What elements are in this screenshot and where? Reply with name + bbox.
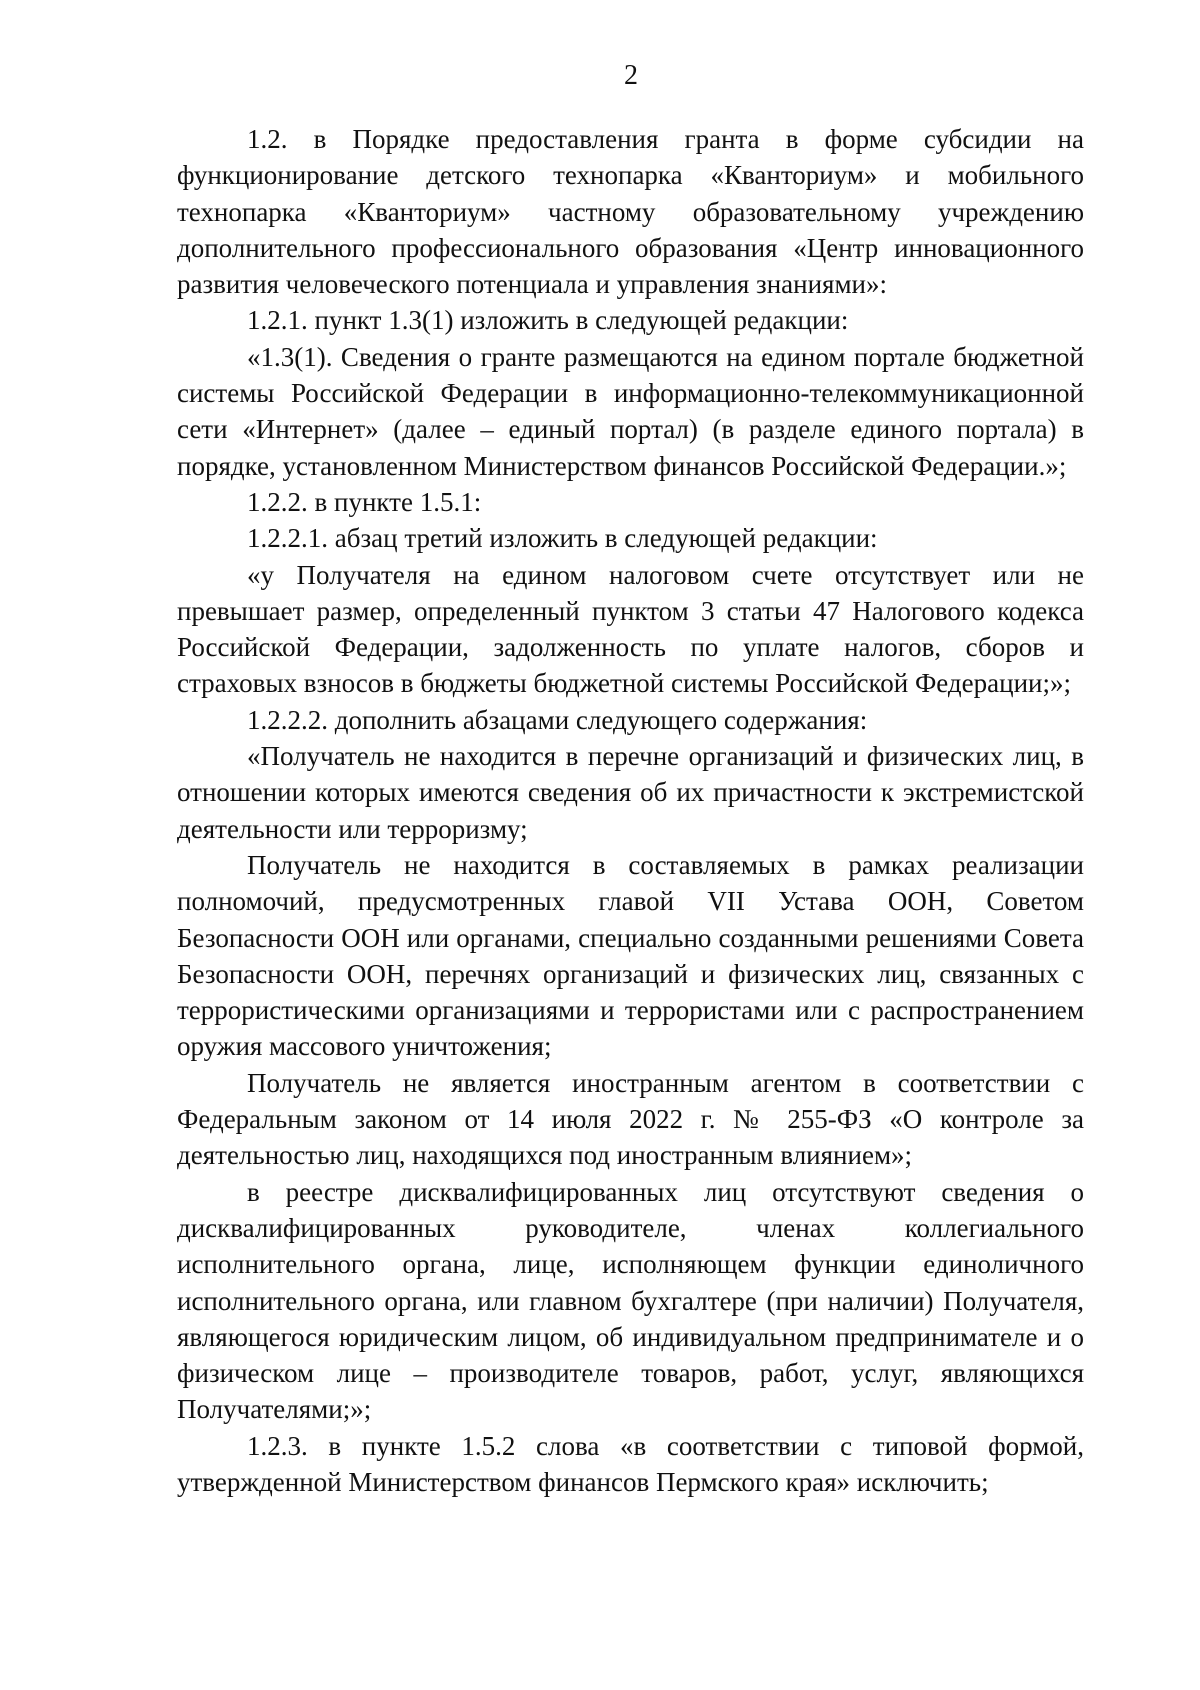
paragraph-1-2-3: 1.2.3. в пункте 1.5.2 слова «в соответствии с типовой формой, утвержденной Министерством финансов Пермского края» исключить; <box>177 1430 1084 1497</box>
paragraph-foreign-agent: Получатель не является иностранным агентом в соответствии с Федеральным законом от 14 июля 2022 г. № 255-ФЗ «О контроле за деятельностью лиц, находящихся под иностранным влиянием»; <box>177 1067 1084 1171</box>
paragraph-1-2-1: 1.2.1. пункт 1.3(1) изложить в следующей редакции: <box>247 305 849 336</box>
paragraph-disqualified-registry: в реестре дисквалифицированных лиц отсутствуют сведения о дисквалифицированных руководителе, членах коллегиального исполнительного органа, лице, исполняющем функции единоличного исполнительного органа, или главном бухгалтере (при наличии) Получателя, являющегося юридическим лицом, об индивидуальном предпринимателе и о физическом лице – производителе товаров, работ, услуг, являющихся Получателями;»; <box>177 1176 1084 1425</box>
paragraph-1-2-2-2: 1.2.2.2. дополнить абзацами следующего содержания: <box>247 704 868 735</box>
document-body <box>177 121 1084 1500</box>
paragraph-un-lists: Получатель не находится в составляемых в рамках реализации полномочий, предусмотренных главой VII Устава ООН, Советом Безопасности ООН или органами, специально созданными решениями Совета Безопасности ООН, перечнях организаций и физических лиц, связанных с террористическими организациями и террористами или с распространением оружия массового уничтожения; <box>177 849 1084 1062</box>
paragraph-extremism: «Получатель не находится в перечне организаций и физических лиц, в отношении которых имеются сведения об их причастности к экстремистской деятельности или терроризму; <box>177 741 1084 844</box>
paragraph-1-2-2-1: 1.2.2.1. абзац третий изложить в следующей редакции: <box>247 523 878 554</box>
paragraph-1-2: 1.2. в Порядке предоставления гранта в форме субсидии на функционирование детского технопарка «Кванториум» и мобильного технопарка «Кванториум» частному образовательному учреждению дополнительного профессионального образования «Центр инновационного развития человеческого потенциала и управления знаниями»: <box>177 124 1084 300</box>
paragraph-1-3-1-quote: «1.3(1). Сведения о гранте размещаются на едином портале бюджетной системы Российской Федерации в информационно-телекоммуникационной сети «Интернет» (далее – единый портал) (в разделе единого портала) в порядке, установленном Министерством финансов Российской Федерации.»; <box>177 341 1084 481</box>
paragraph-tax-debt: «у Получателя на едином налоговом счете отсутствует или не превышает размер, определенный пунктом 3 статьи 47 Налогового кодекса Российской Федерации, задолженность по уплате налогов, сборов и страховых взносов в бюджеты бюджетной системы Российской Федерации;»; <box>177 559 1084 699</box>
paragraph-1-2-2: 1.2.2. в пункте 1.5.1: <box>247 486 482 517</box>
page-number: 2 <box>624 60 638 91</box>
